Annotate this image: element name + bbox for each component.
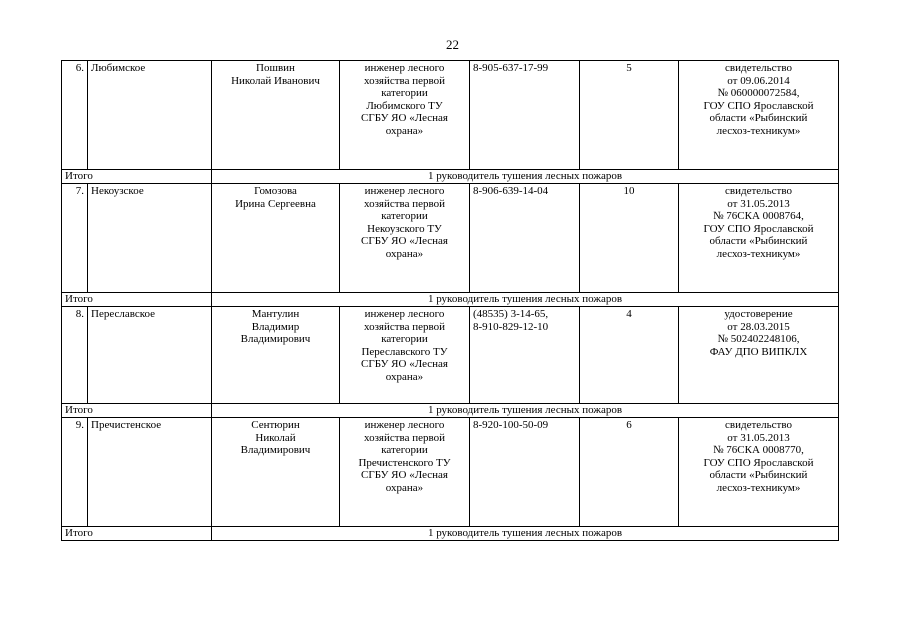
certificate-info-line: области «Рыбинский <box>709 112 808 124</box>
person-position-line: категории <box>381 444 428 456</box>
experience-years: 10 <box>580 184 679 293</box>
total-value: 1 руководитель тушения лесных пожаров <box>212 170 839 184</box>
certificate-info-line: лесхоз-техникум» <box>716 124 801 137</box>
person-name <box>212 184 340 293</box>
total-row <box>62 404 839 418</box>
certificate-info-line: удостоверение <box>724 308 793 320</box>
total-row <box>62 527 839 541</box>
certificate-info <box>679 418 839 527</box>
person-position-line: хозяйства первой <box>363 197 446 210</box>
page-number: 22 <box>446 37 459 52</box>
certificate-info-line: № 502402248106, <box>717 333 800 345</box>
person-name-line: Сентюрин <box>251 419 300 431</box>
person-name-line: Николай Иванович <box>231 74 320 87</box>
person-name <box>212 61 340 170</box>
person-position-line: охрана» <box>385 247 424 260</box>
certificate-info-line: свидетельство <box>725 62 792 74</box>
person-position-line: СГБУ ЯО «Лесная <box>361 469 448 481</box>
person-position-line: хозяйства первой <box>363 320 446 333</box>
person-position-line: охрана» <box>385 481 424 494</box>
person-position-line: инженер лесного <box>364 62 445 74</box>
experience-years: 6 <box>580 418 679 527</box>
certificate-info <box>679 61 839 170</box>
district-name: Переславское <box>88 307 212 404</box>
person-position-line: охрана» <box>385 124 424 137</box>
table-row <box>62 307 839 404</box>
phone-number-line: 8-905-637-17-99 <box>473 62 549 74</box>
phone-number <box>470 61 580 170</box>
table-row <box>62 184 839 293</box>
person-name-line: Владимирович <box>240 333 311 345</box>
row-number: 7. <box>62 184 88 293</box>
person-position-line: охрана» <box>385 370 424 383</box>
certificate-info-line: № 76СКА 0008764, <box>713 210 804 222</box>
person-position <box>340 307 470 404</box>
phone-number-line: 8-906-639-14-04 <box>473 185 549 197</box>
person-position-line: хозяйства первой <box>363 74 446 87</box>
person-position-line: инженер лесного <box>364 308 445 320</box>
total-value: 1 руководитель тушения лесных пожаров <box>212 404 839 418</box>
row-number: 8. <box>62 307 88 404</box>
person-position-line: категории <box>381 87 428 99</box>
fire-chiefs-table <box>61 60 839 541</box>
certificate-info-line: лесхоз-техникум» <box>716 247 801 260</box>
person-position-line: инженер лесного <box>364 185 445 197</box>
total-label: Итого <box>62 404 212 418</box>
person-position <box>340 418 470 527</box>
person-position <box>340 61 470 170</box>
person-position-line: категории <box>381 333 428 345</box>
experience-years: 5 <box>580 61 679 170</box>
phone-number <box>470 184 580 293</box>
district-name: Пречистенское <box>88 418 212 527</box>
certificate-info-line: лесхоз-техникум» <box>716 481 801 494</box>
person-position-line: Некоузского ТУ <box>367 222 442 235</box>
row-number: 9. <box>62 418 88 527</box>
phone-number <box>470 418 580 527</box>
certificate-info-line: области «Рыбинский <box>709 469 808 481</box>
certificate-info-line: ФАУ ДПО ВИПКЛХ <box>709 345 808 358</box>
district-name: Любимское <box>88 61 212 170</box>
person-position-line: Переславского ТУ <box>361 345 448 358</box>
person-name <box>212 418 340 527</box>
district-name: Некоузское <box>88 184 212 293</box>
certificate-info-line: от 09.06.2014 <box>727 74 790 87</box>
certificate-info-line: области «Рыбинский <box>709 235 808 247</box>
person-position-line: Любимского ТУ <box>366 99 443 112</box>
certificate-info-line: № 060000072584, <box>717 87 800 99</box>
total-value: 1 руководитель тушения лесных пожаров <box>212 293 839 307</box>
person-position-line: инженер лесного <box>364 419 445 431</box>
certificate-info-line: ГОУ СПО Ярославской <box>703 99 814 112</box>
total-row <box>62 170 839 184</box>
phone-number-line: 8-920-100-50-09 <box>473 419 549 431</box>
person-name-line: Владимирович <box>240 444 311 456</box>
certificate-info-line: от 28.03.2015 <box>727 320 790 333</box>
certificate-info-line: ГОУ СПО Ярославской <box>703 222 814 235</box>
person-position-line: СГБУ ЯО «Лесная <box>361 235 448 247</box>
phone-number <box>470 307 580 404</box>
person-position-line: хозяйства первой <box>363 431 446 444</box>
person-position-line: СГБУ ЯО «Лесная <box>361 112 448 124</box>
person-name <box>212 307 340 404</box>
total-value: 1 руководитель тушения лесных пожаров <box>212 527 839 541</box>
phone-number-line: (48535) 3-14-65, <box>473 308 549 320</box>
certificate-info-line: от 31.05.2013 <box>727 197 790 210</box>
person-name-line: Мантулин <box>251 308 300 320</box>
person-name-line: Ирина Сергеевна <box>235 197 316 210</box>
total-label: Итого <box>62 527 212 541</box>
total-label: Итого <box>62 170 212 184</box>
person-position-line: категории <box>381 210 428 222</box>
certificate-info <box>679 184 839 293</box>
person-position <box>340 184 470 293</box>
certificate-info-line: от 31.05.2013 <box>727 431 790 444</box>
row-number: 6. <box>62 61 88 170</box>
total-row <box>62 293 839 307</box>
certificate-info-line: № 76СКА 0008770, <box>713 444 804 456</box>
person-name-line: Владимир <box>251 320 300 333</box>
table-body <box>62 61 839 541</box>
person-name-line: Гомозова <box>254 185 297 197</box>
table-row <box>62 61 839 170</box>
certificate-info-line: свидетельство <box>725 185 792 197</box>
certificate-info-line: свидетельство <box>725 419 792 431</box>
experience-years: 4 <box>580 307 679 404</box>
person-position-line: СГБУ ЯО «Лесная <box>361 358 448 370</box>
total-label: Итого <box>62 293 212 307</box>
person-name-line: Николай <box>255 431 296 444</box>
certificate-info-line: ГОУ СПО Ярославской <box>703 456 814 469</box>
table-row <box>62 418 839 527</box>
person-position-line: Пречистенского ТУ <box>358 456 451 469</box>
phone-number-line: 8-910-829-12-10 <box>473 320 549 333</box>
person-name-line: Пошвин <box>256 62 295 74</box>
certificate-info <box>679 307 839 404</box>
